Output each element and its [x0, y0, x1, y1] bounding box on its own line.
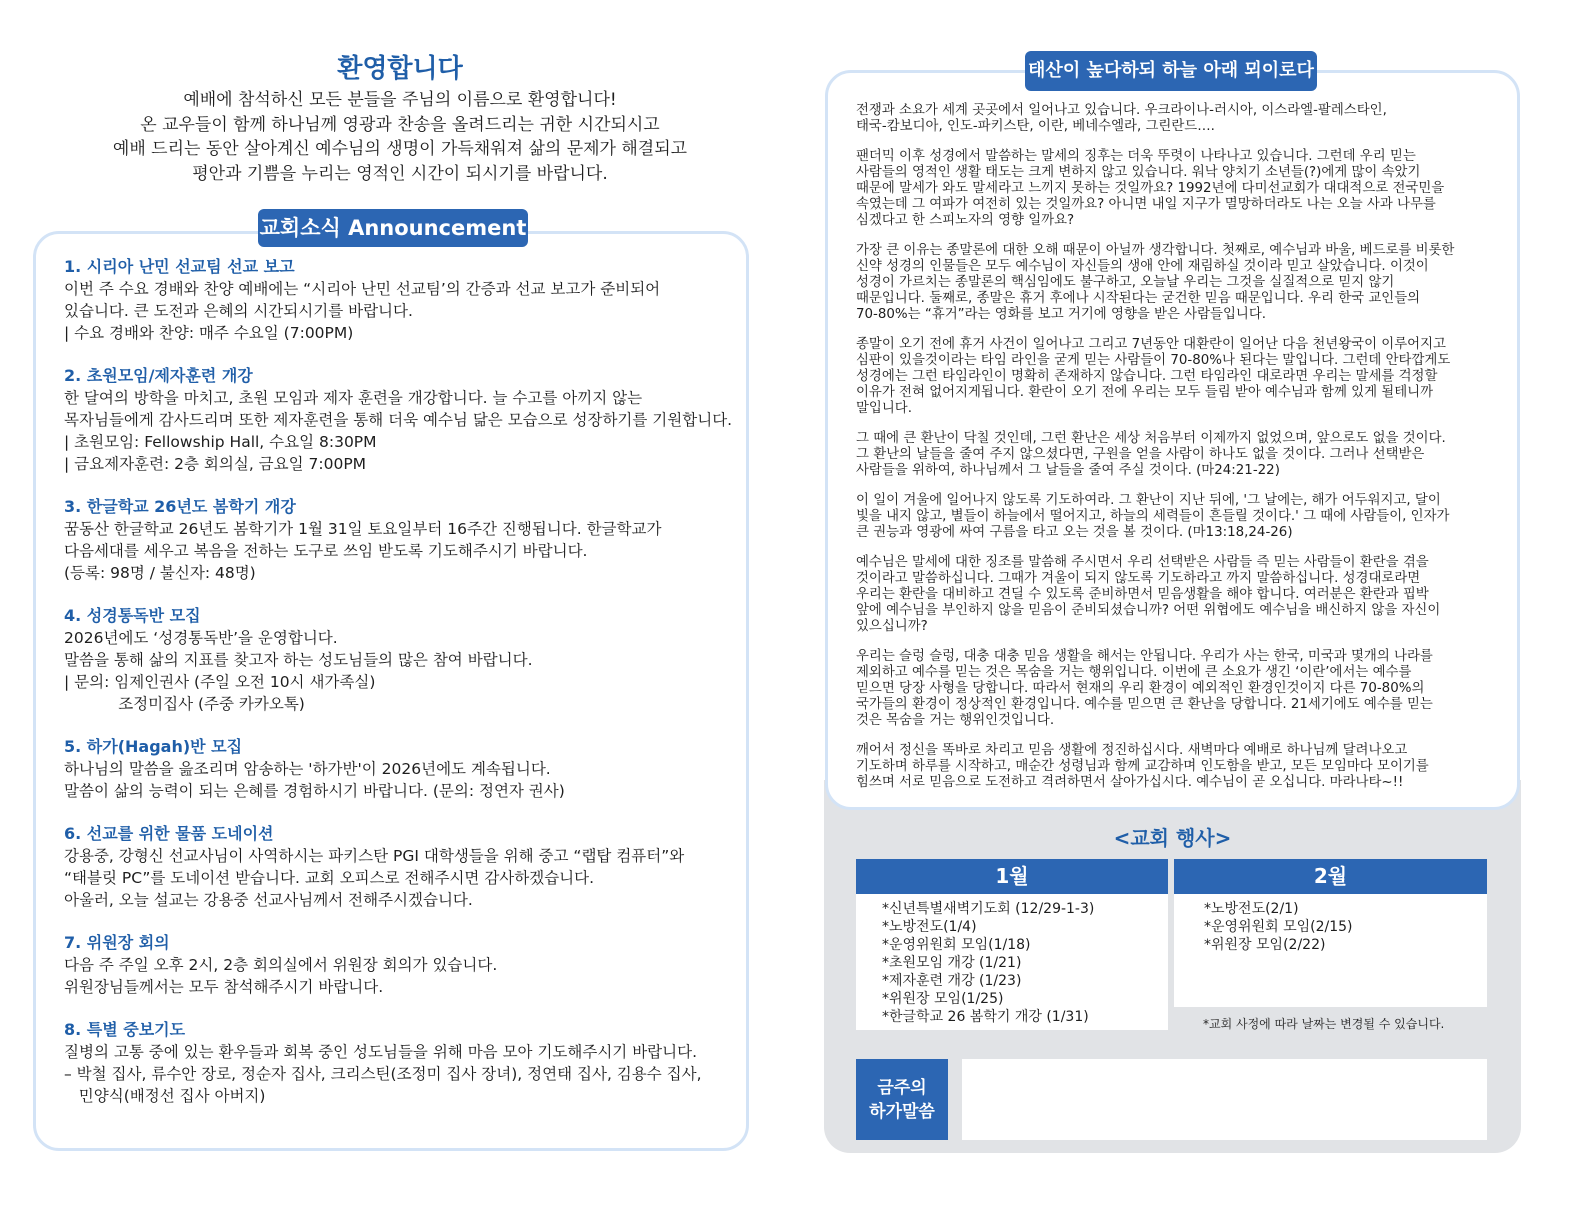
event-list: [1174, 894, 1487, 954]
sermon-line: 힘쓰며 서로 믿음으로 도전하고 격려하면서 살아가십시다. 예수님이 곧 오십니다. 마라나타~!!: [856, 775, 1404, 790]
sermon-paragraph: [856, 103, 1506, 135]
announcement-title: 2. 초원모임/제자훈련 개강: [64, 366, 253, 385]
announcement-line: 질병의 고통 중에 있는 환우들과 회복 중인 성도님들을 위해 마음 모아 기도해주시기 바랍니다.: [64, 1043, 698, 1061]
sermon-line: 심겠다고 한 스피노자의 영향 일까요?: [856, 213, 1075, 228]
sermon-paragraph: [856, 555, 1506, 635]
sermon-line: 태국-캄보디아, 인도-파키스탄, 이란, 베네수엘라, 그린란드….: [856, 119, 1215, 134]
event-item: *노방전도(1/4): [882, 919, 977, 935]
announcement-line: | 금요제자훈련: 2층 회의실, 금요일 7:00PM: [64, 455, 367, 473]
announcement-line: 이번 주 수요 경배와 찬양 예배에는 “시리아 난민 선교팀’의 간증과 선교 보고가 준비되어: [64, 280, 661, 298]
month-header: 1월: [856, 859, 1168, 894]
announcement-item: [64, 823, 754, 911]
announcement-line: 조정미집사 (주중 카카오톡): [64, 695, 305, 713]
sermon-title: 태산이 높다하되 하늘 아래 뫼이로다: [1025, 51, 1317, 91]
welcome-title: 환영합니다: [337, 54, 463, 84]
sermon-line: 때문에 말세가 와도 말세라고 느끼지 못하는 것일까요? 1992년에 다미선교회가 대대적으로 전국민을: [856, 181, 1445, 196]
announcement-item: [64, 256, 754, 344]
event-item: *운영위원회 모임(2/15): [1204, 919, 1353, 935]
sermon-line: 전쟁과 소요가 세계 곳곳에서 일어나고 있습니다. 우크라이나-러시아, 이스라엘-팔레스타인,: [856, 103, 1387, 118]
sermon-line: 기도하며 하루를 시작하고, 매순간 성령님과 함께 교감하며 인도함을 받고, 모든 모임마다 모이기를: [856, 759, 1429, 774]
announcement-item: [64, 605, 754, 715]
announcement-item: [64, 365, 754, 475]
announcement-line: 한 달여의 방학을 마치고, 초원 모임과 제자 훈련을 개강합니다. 늘 수고를 아끼지 않는: [64, 389, 643, 407]
announcement-title: 5. 하가(Hagah)반 모집: [64, 737, 243, 756]
sermon-line: 사람들을 위하여, 하나님께서 그 날들을 줄여 주실 것이다. (마24:21-22): [856, 463, 1280, 478]
sermon-line: 속였는데 그 여파가 여전히 있는 것일까요? 아니면 내일 지구가 멸망하더라도 나는 오늘 사과 나무를: [856, 197, 1436, 212]
sermon-line: 이유가 전혀 없어지게됩니다. 환란이 오기 전에 우리는 모두 들림 받아 예수님과 함께 있게 될테니까: [856, 385, 1434, 400]
announcement-line: 말씀이 삶의 능력이 되는 은혜를 경험하시기 바랍니다. (문의: 정연자 권사): [64, 782, 565, 800]
sermon-line: 심판이 있을것이라는 타임 라인을 굳게 믿는 사람들이 70-80%나 된다는 말입니다. 그런데 안타깝게도: [856, 353, 1451, 368]
welcome-line: 예배에 참석하신 모든 분들을 주님의 이름으로 환영합니다!: [183, 90, 617, 110]
welcome-line: 평안과 기쁨을 누리는 영적인 시간이 되시기를 바랍니다.: [192, 163, 608, 184]
announcement-line: (등록: 98명 / 불신자: 48명): [64, 564, 256, 582]
sermon-paragraph: [856, 243, 1506, 323]
sermon-paragraph: [856, 337, 1506, 417]
announcement-line: 있습니다. 큰 도전과 은혜의 시간되시기를 바랍니다.: [64, 302, 413, 320]
sermon-line: 종말이 오기 전에 휴거 사건이 일어나고 그리고 7년동안 대환란이 일어난 다음 천년왕국이 이루어지고: [856, 337, 1446, 352]
announcement-line: | 초원모임: Fellowship Hall, 수요일 8:30PM: [64, 433, 377, 451]
event-item: *운영위원회 모임(1/18): [882, 937, 1031, 953]
month-column-january: [856, 859, 1168, 1030]
hagah-verse-box: [962, 1059, 1487, 1140]
sermon-line: 빛을 내지 않고, 별들이 하늘에서 떨어지고, 하늘의 세력들이 흔들릴 것이다.' 그 때에 사람들이, 인자가: [856, 509, 1450, 524]
announcement-title: 3. 한글학교 26년도 봄학기 개강: [64, 497, 296, 516]
welcome-message: [40, 88, 760, 186]
sermon-paragraph: [856, 149, 1506, 229]
welcome-line: 온 교우들이 함께 하나님께 영광과 찬송을 올려드리는 귀한 시간되시고: [140, 114, 660, 135]
announcement-heading: 교회소식 Announcement: [258, 209, 528, 247]
sermon-line: 말입니다.: [856, 401, 912, 416]
announcement-item: [64, 932, 754, 998]
sermon-line: 70-80%는 “휴거”라는 영화를 보고 거기에 영향을 받은 사람들입니다.: [856, 307, 1267, 322]
sermon-line: 우리는 환란을 대비하고 견딜 수 있도록 준비하면서 믿음생활을 해야 합니다. 여러분은 환란과 핍박: [856, 587, 1429, 602]
event-item: *신년특별새벽기도회 (12/29-1-3): [882, 901, 1095, 917]
sermon-line: 것이라고 말씀하십니다. 그때가 겨울이 되지 않도록 기도하라고 까지 말씀하십니다. 성경대로라면: [856, 571, 1421, 586]
sermon-line: 때문입니다. 둘째로, 종말은 휴거 후에나 시작된다는 굳건한 믿음 때문입니다. 우리 한국 교인들의: [856, 291, 1421, 306]
sermon-line: 국가들의 환경이 정상적인 환경입니다. 예수를 믿으면 큰 환난을 당합니다. 21세기에도 예수를 믿는: [856, 697, 1433, 712]
sermon-line: 큰 권능과 영광에 싸여 구름을 타고 오는 것을 볼 것이다. (마13:18,24-26): [856, 525, 1293, 540]
announcement-line: 꿈동산 한글학교 26년도 봄학기가 1월 31일 토요일부터 16주간 진행됩니다. 한글학교가: [64, 520, 662, 538]
announcement-line: 위원장님들께서는 모두 참석해주시기 바랍니다.: [64, 978, 384, 996]
announcement-line: 하나님의 말씀을 읊조리며 암송하는 '하가반'이 2026년에도 계속됩니다.: [64, 760, 551, 778]
announcement-line: 다음세대를 세우고 복음을 전하는 도구로 쓰임 받도록 기도해주시기 바랍니다.: [64, 542, 588, 560]
announcement-line: “태블릿 PC”를 도네이션 받습니다. 교회 오피스로 전해주시면 감사하겠습니다.: [64, 869, 595, 887]
event-item: *한글학교 26 봄학기 개강 (1/31): [882, 1009, 1089, 1025]
welcome-line: 예배 드리는 동안 살아계신 예수님의 생명이 가득채워져 삶의 문제가 해결되고: [112, 139, 688, 159]
sermon-paragraph: [856, 743, 1506, 791]
sermon-line: 그 환난의 날들을 줄여 주지 않으셨다면, 구원을 얻을 사람이 하나도 없을 것이다. 그러나 선택받은: [856, 447, 1425, 462]
sermon-line: 신약 성경의 인물들은 모두 예수님이 자신들의 생애 안에 재림하실 것이라 믿고 살았습니다. 이것이: [856, 259, 1429, 274]
sermon-line: 것은 목숨을 거는 행위인것입니다.: [856, 713, 1055, 728]
announcement-line: 강용중, 강형신 선교사님이 사역하시는 파키스탄 PGI 대학생들을 위해 중고 “랩탑 컴퓨터”와: [64, 847, 685, 865]
month-column-february: [1174, 859, 1487, 1007]
sermon-paragraph: [856, 431, 1506, 479]
sermon-line: 사람들의 영적인 생활 태도는 크게 변하지 않고 있습니다. 워낙 양치기 소년들(?)에게 많이 속았기: [856, 165, 1421, 180]
announcement-line: | 수요 경배와 찬양: 매주 수요일 (7:00PM): [64, 324, 354, 342]
announcement-title: 4. 성경통독반 모집: [64, 606, 201, 625]
event-item: *제자훈련 개강 (1/23): [882, 973, 1022, 989]
sermon-paragraph: [856, 649, 1506, 729]
announcement-line: 2026년에도 ‘성경통독반’을 운영합니다.: [64, 629, 338, 647]
hagah-label-line: 하가말씀: [869, 1101, 935, 1122]
sermon-line: 우리는 슬렁 슬렁, 대충 대충 믿음 생활을 해서는 안됩니다. 우리가 사는 한국, 미국과 몇개의 나라를: [856, 649, 1433, 664]
announcement-line: 목자님들에게 감사드리며 또한 제자훈련을 통해 더욱 예수님 닮은 모습으로 성장하기를 기원합니다.: [64, 411, 733, 429]
events-note: *교회 사정에 따라 날짜는 변경될 수 있습니다.: [1203, 1017, 1445, 1031]
sermon-line: 성경이 가르치는 종말론의 핵심임에도 불구하고, 오늘날 우리는 그것을 실질적으로 믿지 않기: [856, 275, 1395, 290]
announcement-line: 민양식(배정선 집사 아버지): [64, 1087, 266, 1105]
announcement-item: [64, 1019, 754, 1107]
announcement-title: 8. 특별 중보기도: [64, 1020, 186, 1039]
events-title: <교회 행사>: [1113, 826, 1232, 850]
sermon-line: 팬더믹 이후 성경에서 말씀하는 말세의 징후는 더욱 뚜렷이 나타나고 있습니다. 그런데 우리 믿는: [856, 149, 1416, 164]
announcement-title: 7. 위원장 회의: [64, 933, 170, 952]
announcement-item: [64, 496, 754, 584]
announcement-line: 다음 주 주일 오후 2시, 2층 회의실에서 위원장 회의가 있습니다.: [64, 956, 498, 974]
event-item: *위원장 모임(1/25): [882, 991, 1004, 1007]
announcement-title: 6. 선교를 위한 물품 도네이션: [64, 824, 274, 843]
sermon-line: 예수님은 말세에 대한 징조를 말씀해 주시면서 우리 선택받은 사람들 즉 믿는 사람들이 환란을 겪을: [856, 555, 1429, 570]
announcement-line: | 문의: 임제인권사 (주일 오전 10시 새가족실): [64, 673, 376, 691]
sermon-line: 이 일이 겨울에 일어나지 않도록 기도하여라. 그 환난이 지난 뒤에, '그 날에는, 해가 어두워지고, 달이: [856, 493, 1441, 508]
announcement-item: [64, 736, 754, 802]
announcement-line: 말씀을 통해 삶의 지표를 찾고자 하는 성도님들의 많은 참여 바랍니다.: [64, 651, 533, 669]
sermon-line: 그 때에 큰 환난이 닥칠 것인데, 그런 환난은 세상 처음부터 이제까지 없었으며, 앞으로도 없을 것이다.: [856, 431, 1446, 446]
sermon-line: 있으십니까?: [856, 619, 928, 634]
event-list: [856, 894, 1168, 1026]
hagah-label-line: 금주의: [877, 1077, 927, 1098]
announcement-line: 아울러, 오늘 설교는 강용중 선교사님께서 전해주시겠습니다.: [64, 891, 473, 909]
announcement-title: 1. 시리아 난민 선교팀 선교 보고: [64, 257, 295, 276]
sermon-line: 성경에는 그런 타임라인이 명확히 존재하지 않습니다. 그런 타임라인 대로라면 우리는 말세를 걱정할: [856, 369, 1438, 384]
announcement-line: – 박철 집사, 류수안 장로, 정순자 집사, 크리스틴(조정미 집사 장녀), 정연태 집사, 김용수 집사,: [64, 1065, 702, 1083]
sermon-line: 앞에 예수님을 부인하지 않을 믿음이 준비되셨습니까? 어떤 위협에도 예수님을 배신하지 않을 자신이: [856, 603, 1441, 618]
event-item: *초원모임 개강 (1/21): [882, 955, 1022, 971]
event-item: *노방전도(2/1): [1204, 901, 1299, 917]
sermon-paragraph: [856, 493, 1506, 541]
sermon-line: 믿으면 당장 사형을 당합니다. 따라서 현재의 우리 환경이 예외적인 환경인것이지 다른 70-80%의: [856, 681, 1425, 696]
month-header: 2월: [1174, 859, 1487, 894]
sermon-body: [856, 103, 1506, 805]
sermon-line: 깨어서 정신을 똑바로 차리고 믿음 생활에 정진하십시다. 새벽마다 예배로 하나님께 달려나오고: [856, 743, 1408, 758]
hagah-label: [856, 1059, 948, 1140]
sermon-line: 가장 큰 이유는 종말론에 대한 오해 때문이 아닐까 생각합니다. 첫째로, 예수님과 바울, 베드로를 비롯한: [856, 243, 1455, 258]
event-item: *위원장 모임(2/22): [1204, 937, 1326, 953]
sermon-line: 제외하고 예수를 믿는 것은 목숨을 거는 행위입니다. 이번에 큰 소요가 생긴 ‘이란’에서는 예수를: [856, 665, 1412, 680]
